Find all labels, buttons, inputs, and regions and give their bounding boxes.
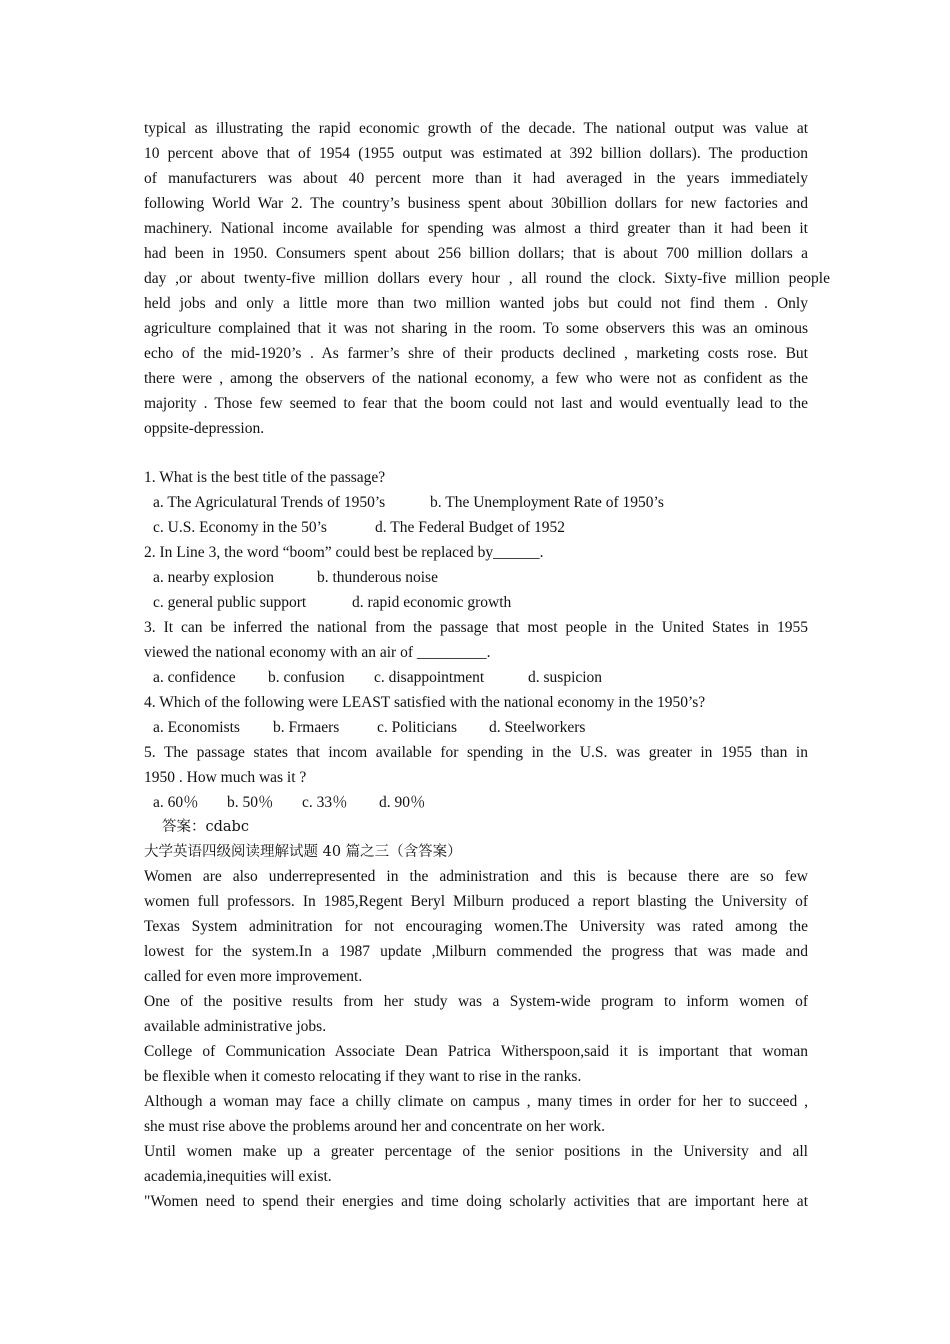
passage-1-line: machinery. National income available for spending was almost a third greater than it had been it bbox=[144, 220, 808, 237]
question-2-stem: 2. In Line 3, the word “boom” could best be replaced by______. bbox=[144, 544, 544, 561]
passage-2-line: One of the positive results from her study was a System-wide program to inform women of bbox=[144, 993, 808, 1010]
questions bbox=[144, 465, 808, 865]
passage-2 bbox=[144, 864, 808, 1214]
question-1-options-row bbox=[144, 515, 808, 540]
option-c: c. Politicians bbox=[377, 719, 458, 736]
passage-1-line: typical as illustrating the rapid economic growth of the decade. The national output was value at bbox=[144, 120, 808, 137]
question-4-options-row bbox=[144, 715, 808, 740]
option-d: d. Steelworkers bbox=[489, 719, 586, 736]
passage-2-line: lowest for the system.In a 1987 update ,Milburn commended the progress that was made and bbox=[144, 943, 808, 960]
option-c: c. general public support bbox=[153, 594, 307, 611]
passage-1-line: there were , among the observers of the national economy, a few who were not as confident as the bbox=[144, 370, 808, 387]
passage-2-line: academia,inequities will exist. bbox=[144, 1168, 332, 1185]
passage-1-line: held jobs and only a little more than two million wanted jobs but could not find them . Only bbox=[144, 295, 808, 312]
passage-2-line: Women are also underrepresented in the administration and this is because there are so few bbox=[144, 868, 808, 885]
section-title: 大学英语四级阅读理解试题 40 篇之三（含答案） bbox=[144, 844, 462, 860]
passage-1-line: of manufacturers was about 40 percent more than it had averaged in the years immediately bbox=[144, 170, 808, 187]
passage-1-line: echo of the mid-1920’s . As farmer’s shre of their products declined , marketing costs rose. But bbox=[144, 345, 808, 362]
passage-2-line: Texas System adminitration for not encouraging women.The University was rated among the bbox=[144, 918, 808, 935]
option-a: a. 60％ bbox=[153, 794, 199, 811]
passage-1-line: agriculture complained that it was not sharing in the room. To some observers this was an ominous bbox=[144, 320, 808, 337]
option-c: c. 33％ bbox=[302, 794, 348, 811]
option-a: a. confidence bbox=[153, 669, 236, 686]
passage-2-line: College of Communication Associate Dean Patrica Witherspoon,said it is important that woman bbox=[144, 1043, 808, 1060]
question-3-stem: viewed the national economy with an air of _________. bbox=[144, 644, 491, 661]
option-b: b. confusion bbox=[268, 669, 345, 686]
passage-1-line: had been in 1950. Consumers spent about 256 billion dollars; that is about 700 million dollars a bbox=[144, 245, 808, 262]
option-c: c. disappointment bbox=[374, 669, 485, 686]
option-a: a. The Agriculatural Trends of 1950’s bbox=[153, 494, 386, 511]
question-1-options-row bbox=[144, 490, 808, 515]
question-3-options-row bbox=[144, 665, 808, 690]
option-d: d. rapid economic growth bbox=[352, 594, 512, 611]
question-3-stem: 3. It can be inferred the national from the passage that most people in the United States in 1955 bbox=[144, 619, 808, 636]
passage-1-line: following World War 2. The country’s business spent about 30billion dollars for new factories and bbox=[144, 195, 808, 212]
question-5-stem: 1950 . How much was it ? bbox=[144, 769, 307, 786]
passage-1-line: oppsite-depression. bbox=[144, 420, 265, 437]
option-b: b. 50％ bbox=[227, 794, 274, 811]
option-c: c. U.S. Economy in the 50’s bbox=[153, 519, 327, 536]
passage-2-line: be flexible when it comesto relocating if they want to rise in the ranks. bbox=[144, 1068, 582, 1085]
option-b: b. Frmaers bbox=[273, 719, 340, 736]
passage-2-line: women full professors. In 1985,Regent Beryl Milburn produced a report blasting the University of bbox=[144, 893, 808, 910]
question-4-stem: 4. Which of the following were LEAST satisfied with the national economy in the 1950’s? bbox=[144, 694, 706, 711]
passage-1-line: majority . Those few seemed to fear that the boom could not last and would eventually lead to the bbox=[144, 395, 808, 412]
question-5-options-row bbox=[144, 790, 808, 815]
option-d: d. suspicion bbox=[528, 669, 603, 686]
passage-1-line: day ,or about twenty-five million dollars every hour , all round the clock. Sixty-five million people bbox=[144, 270, 830, 287]
passage-2-line: "Women need to spend their energies and time doing scholarly activities that are important here at bbox=[144, 1193, 808, 1210]
option-d: d. The Federal Budget of 1952 bbox=[375, 519, 565, 536]
question-2-options-row bbox=[144, 590, 808, 615]
answer-key: 答案：cdabc bbox=[162, 819, 249, 835]
option-a: a. Economists bbox=[153, 719, 240, 736]
question-5-stem: 5. The passage states that incom available for spending in the U.S. was greater in 1955 than in bbox=[144, 744, 808, 761]
question-1-stem: 1. What is the best title of the passage? bbox=[144, 469, 386, 486]
passage-2-line: she must rise above the problems around her and concentrate on her work. bbox=[144, 1118, 605, 1135]
option-d: d. 90％ bbox=[379, 794, 426, 811]
option-b: b. The Unemployment Rate of 1950’s bbox=[430, 494, 664, 511]
question-2-options-row bbox=[144, 565, 808, 590]
passage-2-line: Although a woman may face a chilly climate on campus , many times in order for her to succeed , bbox=[144, 1093, 808, 1110]
passage-2-line: available administrative jobs. bbox=[144, 1018, 327, 1035]
option-b: b. thunderous noise bbox=[317, 569, 438, 586]
passage-1 bbox=[144, 116, 830, 441]
option-a: a. nearby explosion bbox=[153, 569, 274, 586]
passage-1-line: 10 percent above that of 1954 (1955 output was estimated at 392 billion dollars). The production bbox=[144, 145, 808, 162]
passage-2-line: Until women make up a greater percentage of the senior positions in the University and all bbox=[144, 1143, 808, 1160]
passage-2-line: called for even more improvement. bbox=[144, 968, 363, 985]
